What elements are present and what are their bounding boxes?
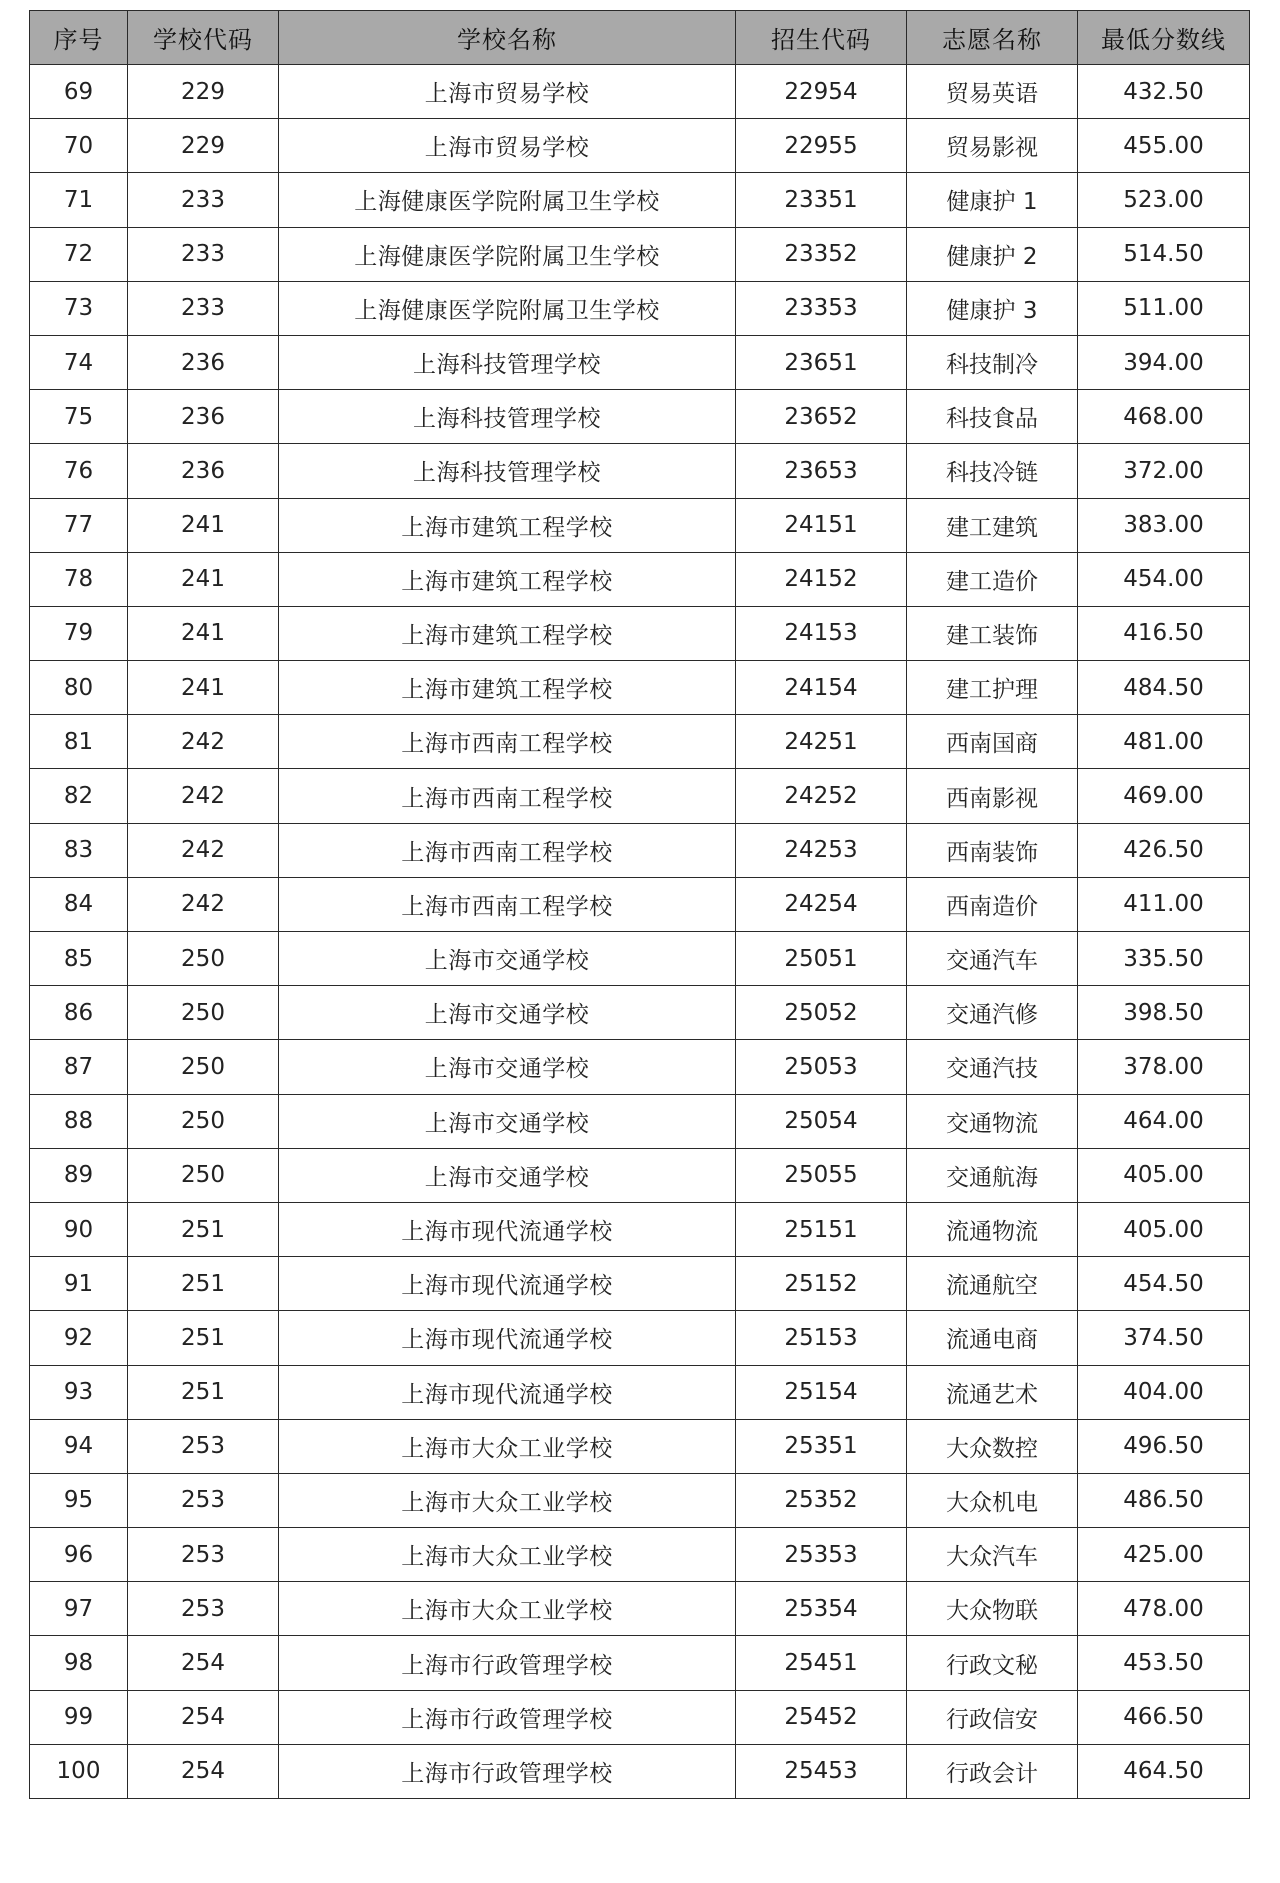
cell-school-name: 上海市大众工业学校	[279, 1473, 736, 1527]
cell-seq: 90	[30, 1202, 128, 1256]
cell-enroll-code: 25152	[736, 1257, 907, 1311]
cell-seq: 97	[30, 1582, 128, 1636]
cell-school-code: 236	[128, 444, 279, 498]
cell-min-score: 454.50	[1078, 1257, 1250, 1311]
cell-seq: 98	[30, 1636, 128, 1690]
cell-min-score: 378.00	[1078, 1040, 1250, 1094]
cell-school-name: 上海市大众工业学校	[279, 1582, 736, 1636]
cell-school-name: 上海市交通学校	[279, 932, 736, 986]
cell-school-name: 上海市现代流通学校	[279, 1365, 736, 1419]
cell-min-score: 455.00	[1078, 119, 1250, 173]
cell-school-name: 上海市现代流通学校	[279, 1257, 736, 1311]
cell-enroll-code: 24154	[736, 661, 907, 715]
cell-enroll-code: 25051	[736, 932, 907, 986]
cell-school-name: 上海市西南工程学校	[279, 715, 736, 769]
cell-wish-name: 建工装饰	[907, 606, 1078, 660]
cell-seq: 87	[30, 1040, 128, 1094]
table-row	[30, 552, 1250, 606]
cell-seq: 75	[30, 390, 128, 444]
table-row	[30, 444, 1250, 498]
cell-school-code: 241	[128, 552, 279, 606]
cell-enroll-code: 25153	[736, 1311, 907, 1365]
cell-enroll-code: 25451	[736, 1636, 907, 1690]
cell-min-score: 464.50	[1078, 1744, 1250, 1798]
cell-school-code: 241	[128, 606, 279, 660]
cell-school-name: 上海市建筑工程学校	[279, 552, 736, 606]
cell-wish-name: 建工护理	[907, 661, 1078, 715]
cell-enroll-code: 22954	[736, 65, 907, 119]
cell-enroll-code: 24153	[736, 606, 907, 660]
cell-wish-name: 流通物流	[907, 1202, 1078, 1256]
table-row	[30, 769, 1250, 823]
cell-wish-name: 大众数控	[907, 1419, 1078, 1473]
cell-school-name: 上海市现代流通学校	[279, 1202, 736, 1256]
cell-min-score: 486.50	[1078, 1473, 1250, 1527]
cell-school-name: 上海科技管理学校	[279, 390, 736, 444]
table-row	[30, 1528, 1250, 1582]
cell-min-score: 404.00	[1078, 1365, 1250, 1419]
table-row	[30, 606, 1250, 660]
cell-seq: 89	[30, 1148, 128, 1202]
cell-school-name: 上海市建筑工程学校	[279, 661, 736, 715]
cell-min-score: 484.50	[1078, 661, 1250, 715]
cell-school-name: 上海市建筑工程学校	[279, 498, 736, 552]
cell-seq: 85	[30, 932, 128, 986]
cell-school-name: 上海科技管理学校	[279, 444, 736, 498]
cell-school-code: 251	[128, 1365, 279, 1419]
cell-enroll-code: 25352	[736, 1473, 907, 1527]
cell-seq: 95	[30, 1473, 128, 1527]
admission-score-table	[29, 10, 1250, 1799]
cell-school-code: 241	[128, 498, 279, 552]
cell-school-code: 233	[128, 281, 279, 335]
cell-wish-name: 交通汽车	[907, 932, 1078, 986]
cell-min-score: 416.50	[1078, 606, 1250, 660]
table-row	[30, 119, 1250, 173]
table-row	[30, 390, 1250, 444]
table-row	[30, 1040, 1250, 1094]
table-row	[30, 1582, 1250, 1636]
cell-seq: 93	[30, 1365, 128, 1419]
cell-seq: 94	[30, 1419, 128, 1473]
cell-school-name: 上海市交通学校	[279, 1094, 736, 1148]
cell-school-code: 229	[128, 119, 279, 173]
cell-school-code: 250	[128, 986, 279, 1040]
table-row	[30, 1094, 1250, 1148]
table-row	[30, 932, 1250, 986]
cell-seq: 76	[30, 444, 128, 498]
cell-enroll-code: 23653	[736, 444, 907, 498]
cell-min-score: 383.00	[1078, 498, 1250, 552]
cell-school-code: 236	[128, 390, 279, 444]
cell-wish-name: 建工建筑	[907, 498, 1078, 552]
table-row	[30, 1257, 1250, 1311]
cell-min-score: 468.00	[1078, 390, 1250, 444]
cell-seq: 83	[30, 823, 128, 877]
header-row	[30, 11, 1250, 65]
cell-school-name: 上海市西南工程学校	[279, 769, 736, 823]
cell-min-score: 398.50	[1078, 986, 1250, 1040]
cell-enroll-code: 25452	[736, 1690, 907, 1744]
score-table-sheet	[29, 10, 1249, 1799]
cell-enroll-code: 25053	[736, 1040, 907, 1094]
header-seq: 序号	[30, 11, 128, 65]
cell-enroll-code: 24254	[736, 877, 907, 931]
cell-school-code: 229	[128, 65, 279, 119]
cell-min-score: 425.00	[1078, 1528, 1250, 1582]
cell-seq: 70	[30, 119, 128, 173]
table-row	[30, 227, 1250, 281]
cell-wish-name: 贸易英语	[907, 65, 1078, 119]
cell-school-name: 上海健康医学院附属卫生学校	[279, 227, 736, 281]
cell-seq: 81	[30, 715, 128, 769]
cell-min-score: 469.00	[1078, 769, 1250, 823]
header-wish-name: 志愿名称	[907, 11, 1078, 65]
cell-enroll-code: 25154	[736, 1365, 907, 1419]
cell-school-name: 上海市西南工程学校	[279, 877, 736, 931]
cell-min-score: 405.00	[1078, 1148, 1250, 1202]
cell-seq: 74	[30, 335, 128, 389]
table-row	[30, 1202, 1250, 1256]
table-row	[30, 65, 1250, 119]
table-row	[30, 715, 1250, 769]
cell-wish-name: 行政文秘	[907, 1636, 1078, 1690]
cell-school-code: 250	[128, 932, 279, 986]
cell-wish-name: 行政信安	[907, 1690, 1078, 1744]
cell-wish-name: 健康护 2	[907, 227, 1078, 281]
cell-wish-name: 流通航空	[907, 1257, 1078, 1311]
cell-school-name: 上海市交通学校	[279, 986, 736, 1040]
cell-seq: 96	[30, 1528, 128, 1582]
header-school-code: 学校代码	[128, 11, 279, 65]
cell-wish-name: 大众汽车	[907, 1528, 1078, 1582]
cell-min-score: 405.00	[1078, 1202, 1250, 1256]
cell-wish-name: 流通电商	[907, 1311, 1078, 1365]
cell-school-name: 上海市交通学校	[279, 1148, 736, 1202]
cell-school-name: 上海市现代流通学校	[279, 1311, 736, 1365]
cell-seq: 100	[30, 1744, 128, 1798]
cell-min-score: 394.00	[1078, 335, 1250, 389]
cell-school-code: 254	[128, 1636, 279, 1690]
cell-seq: 92	[30, 1311, 128, 1365]
table-row	[30, 1636, 1250, 1690]
cell-enroll-code: 22955	[736, 119, 907, 173]
cell-school-code: 250	[128, 1148, 279, 1202]
cell-enroll-code: 23353	[736, 281, 907, 335]
cell-school-code: 233	[128, 227, 279, 281]
cell-min-score: 481.00	[1078, 715, 1250, 769]
cell-school-name: 上海市交通学校	[279, 1040, 736, 1094]
header-school-name: 学校名称	[279, 11, 736, 65]
cell-seq: 82	[30, 769, 128, 823]
header-min-score: 最低分数线	[1078, 11, 1250, 65]
cell-school-code: 242	[128, 877, 279, 931]
table-row	[30, 986, 1250, 1040]
table-row	[30, 1473, 1250, 1527]
cell-wish-name: 科技制冷	[907, 335, 1078, 389]
cell-wish-name: 贸易影视	[907, 119, 1078, 173]
cell-min-score: 335.50	[1078, 932, 1250, 986]
cell-wish-name: 大众机电	[907, 1473, 1078, 1527]
cell-seq: 69	[30, 65, 128, 119]
cell-wish-name: 科技食品	[907, 390, 1078, 444]
table-body	[30, 65, 1250, 1799]
cell-school-name: 上海市大众工业学校	[279, 1419, 736, 1473]
cell-school-code: 254	[128, 1744, 279, 1798]
table-row	[30, 1419, 1250, 1473]
cell-enroll-code: 24152	[736, 552, 907, 606]
cell-min-score: 453.50	[1078, 1636, 1250, 1690]
cell-seq: 72	[30, 227, 128, 281]
cell-seq: 79	[30, 606, 128, 660]
cell-seq: 99	[30, 1690, 128, 1744]
table-row	[30, 1690, 1250, 1744]
cell-school-code: 242	[128, 715, 279, 769]
cell-wish-name: 西南影视	[907, 769, 1078, 823]
table-row	[30, 877, 1250, 931]
cell-min-score: 464.00	[1078, 1094, 1250, 1148]
cell-min-score: 523.00	[1078, 173, 1250, 227]
cell-enroll-code: 23652	[736, 390, 907, 444]
cell-wish-name: 健康护 3	[907, 281, 1078, 335]
cell-wish-name: 西南造价	[907, 877, 1078, 931]
cell-enroll-code: 25453	[736, 1744, 907, 1798]
table-row	[30, 823, 1250, 877]
cell-school-name: 上海健康医学院附属卫生学校	[279, 281, 736, 335]
cell-enroll-code: 23351	[736, 173, 907, 227]
cell-school-name: 上海市贸易学校	[279, 65, 736, 119]
cell-school-code: 250	[128, 1094, 279, 1148]
table-row	[30, 1311, 1250, 1365]
cell-min-score: 432.50	[1078, 65, 1250, 119]
cell-school-code: 253	[128, 1582, 279, 1636]
table-row	[30, 1744, 1250, 1798]
cell-school-code: 251	[128, 1257, 279, 1311]
cell-min-score: 454.00	[1078, 552, 1250, 606]
cell-enroll-code: 25052	[736, 986, 907, 1040]
cell-wish-name: 西南国商	[907, 715, 1078, 769]
cell-min-score: 466.50	[1078, 1690, 1250, 1744]
cell-school-code: 253	[128, 1528, 279, 1582]
table-row	[30, 1365, 1250, 1419]
table-row	[30, 1148, 1250, 1202]
cell-school-code: 254	[128, 1690, 279, 1744]
cell-school-code: 233	[128, 173, 279, 227]
cell-min-score: 374.50	[1078, 1311, 1250, 1365]
cell-wish-name: 大众物联	[907, 1582, 1078, 1636]
cell-school-name: 上海市大众工业学校	[279, 1528, 736, 1582]
cell-min-score: 478.00	[1078, 1582, 1250, 1636]
cell-school-name: 上海市行政管理学校	[279, 1690, 736, 1744]
cell-enroll-code: 23651	[736, 335, 907, 389]
cell-enroll-code: 24252	[736, 769, 907, 823]
cell-min-score: 514.50	[1078, 227, 1250, 281]
table-row	[30, 335, 1250, 389]
cell-enroll-code: 25054	[736, 1094, 907, 1148]
cell-school-code: 251	[128, 1202, 279, 1256]
cell-school-name: 上海市行政管理学校	[279, 1744, 736, 1798]
cell-enroll-code: 25354	[736, 1582, 907, 1636]
cell-seq: 71	[30, 173, 128, 227]
cell-seq: 78	[30, 552, 128, 606]
cell-min-score: 426.50	[1078, 823, 1250, 877]
cell-school-code: 236	[128, 335, 279, 389]
cell-enroll-code: 23352	[736, 227, 907, 281]
table-row	[30, 173, 1250, 227]
header-enroll-code: 招生代码	[736, 11, 907, 65]
cell-enroll-code: 25055	[736, 1148, 907, 1202]
table-row	[30, 661, 1250, 715]
cell-wish-name: 交通航海	[907, 1148, 1078, 1202]
cell-wish-name: 交通汽修	[907, 986, 1078, 1040]
cell-wish-name: 行政会计	[907, 1744, 1078, 1798]
cell-wish-name: 西南装饰	[907, 823, 1078, 877]
cell-min-score: 496.50	[1078, 1419, 1250, 1473]
cell-seq: 84	[30, 877, 128, 931]
cell-enroll-code: 25351	[736, 1419, 907, 1473]
cell-school-name: 上海健康医学院附属卫生学校	[279, 173, 736, 227]
cell-seq: 91	[30, 1257, 128, 1311]
cell-school-name: 上海科技管理学校	[279, 335, 736, 389]
cell-min-score: 372.00	[1078, 444, 1250, 498]
cell-school-code: 242	[128, 823, 279, 877]
cell-min-score: 511.00	[1078, 281, 1250, 335]
cell-enroll-code: 25353	[736, 1528, 907, 1582]
cell-school-name: 上海市西南工程学校	[279, 823, 736, 877]
cell-school-code: 253	[128, 1473, 279, 1527]
cell-school-name: 上海市建筑工程学校	[279, 606, 736, 660]
cell-school-code: 242	[128, 769, 279, 823]
cell-enroll-code: 25151	[736, 1202, 907, 1256]
cell-wish-name: 交通汽技	[907, 1040, 1078, 1094]
cell-enroll-code: 24251	[736, 715, 907, 769]
cell-wish-name: 健康护 1	[907, 173, 1078, 227]
cell-min-score: 411.00	[1078, 877, 1250, 931]
table-row	[30, 498, 1250, 552]
cell-seq: 80	[30, 661, 128, 715]
cell-wish-name: 交通物流	[907, 1094, 1078, 1148]
cell-seq: 77	[30, 498, 128, 552]
cell-wish-name: 科技冷链	[907, 444, 1078, 498]
cell-seq: 73	[30, 281, 128, 335]
cell-wish-name: 建工造价	[907, 552, 1078, 606]
table-row	[30, 281, 1250, 335]
cell-school-name: 上海市行政管理学校	[279, 1636, 736, 1690]
cell-school-code: 251	[128, 1311, 279, 1365]
cell-wish-name: 流通艺术	[907, 1365, 1078, 1419]
cell-school-code: 241	[128, 661, 279, 715]
cell-enroll-code: 24253	[736, 823, 907, 877]
cell-seq: 86	[30, 986, 128, 1040]
cell-seq: 88	[30, 1094, 128, 1148]
cell-enroll-code: 24151	[736, 498, 907, 552]
table-header	[30, 11, 1250, 65]
cell-school-name: 上海市贸易学校	[279, 119, 736, 173]
cell-school-code: 253	[128, 1419, 279, 1473]
cell-school-code: 250	[128, 1040, 279, 1094]
